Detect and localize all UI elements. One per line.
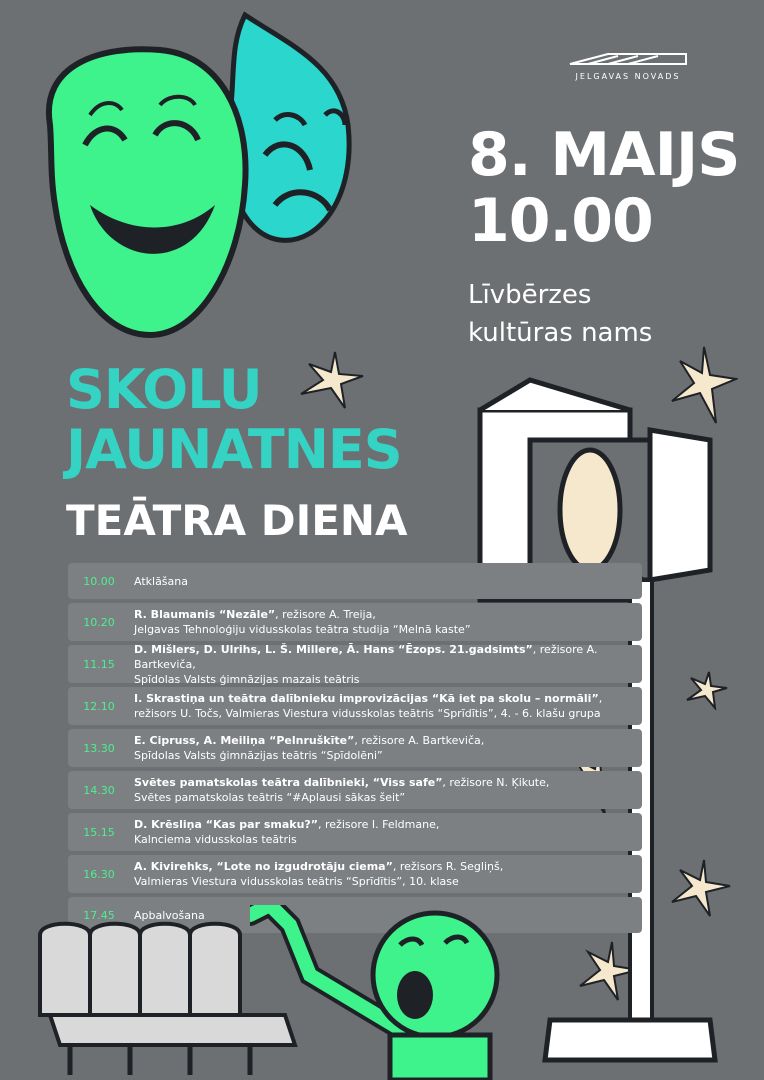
schedule-description bbox=[130, 855, 507, 893]
schedule-description bbox=[130, 687, 606, 725]
schedule-description bbox=[130, 729, 488, 767]
schedule-title: Svētes pamatskolas teātra dalībnieki, “Viss safe” bbox=[134, 776, 443, 789]
schedule-text: , režisore N. Ķikute, bbox=[442, 776, 550, 789]
schedule-text: , režisore I. Feldmane, bbox=[318, 818, 440, 831]
event-date-time bbox=[468, 122, 739, 254]
title-line-1: SKOLU bbox=[66, 358, 262, 421]
title-line-2: JAUNATNES bbox=[66, 418, 402, 481]
schedule-time: 14.30 bbox=[83, 783, 115, 797]
schedule-title: I. Skrastiņa un teātra dalībnieku improvizācijas “Kā iet pa skolu – normāli” bbox=[134, 692, 599, 705]
schedule-time: 17.45 bbox=[83, 908, 115, 922]
program-schedule bbox=[68, 563, 642, 937]
schedule-time: 12.10 bbox=[83, 699, 115, 713]
schedule-row bbox=[68, 563, 642, 599]
logo-roof-icon bbox=[568, 50, 688, 66]
schedule-time: 13.30 bbox=[83, 741, 115, 755]
event-date: 8. MAIJS bbox=[468, 120, 740, 190]
schedule-row bbox=[68, 813, 642, 851]
schedule-line-2: Kalnciema vidusskolas teātris bbox=[134, 833, 297, 846]
schedule-text: Atklāšana bbox=[134, 574, 188, 588]
schedule-text: , režisore A. Bartkeviča, bbox=[134, 642, 598, 671]
schedule-text: , režisore A. Treija, bbox=[275, 608, 376, 621]
schedule-row bbox=[68, 642, 642, 686]
schedule-row bbox=[68, 603, 642, 641]
event-time: 10.00 bbox=[468, 186, 653, 256]
schedule-line-2: Spīdolas Valsts ģimnāzijas teātris “Spīdolēni” bbox=[134, 749, 383, 762]
venue-line-2: kultūras nams bbox=[468, 318, 653, 348]
schedule-time: 16.30 bbox=[83, 867, 115, 881]
schedule-line-2: režisors U. Točs, Valmieras Viestura vidusskolas teātris “Sprīdītis”, 4. - 6. klašu grupa bbox=[134, 707, 601, 720]
schedule-line-2: Spīdolas Valsts ģimnāzijas mazais teātris bbox=[134, 672, 360, 686]
schedule-text: , režisors R. Segliņš, bbox=[392, 860, 504, 873]
schedule-line-2: Svētes pamatskolas teātris “#Aplausi sākas šeit” bbox=[134, 791, 406, 804]
schedule-title: D. Krēsliņa “Kas par smaku?” bbox=[134, 818, 319, 831]
schedule-text: , bbox=[598, 692, 603, 705]
star-icon bbox=[295, 350, 365, 410]
happy-mask-icon bbox=[49, 49, 246, 335]
schedule-title: R. Blaumanis “Nezāle” bbox=[134, 608, 276, 621]
poster-title-sub: TEĀTRA DIENA bbox=[66, 496, 408, 545]
event-venue bbox=[468, 276, 652, 352]
schedule-description bbox=[130, 771, 553, 809]
schedule-time: 10.20 bbox=[83, 615, 115, 629]
jelgavas-novads-logo bbox=[568, 50, 688, 81]
schedule-description bbox=[130, 570, 192, 593]
schedule-text: Apbalvošana bbox=[134, 908, 205, 922]
schedule-description bbox=[130, 813, 443, 851]
schedule-time: 10.00 bbox=[83, 574, 115, 588]
schedule-line-2: Jelgavas Tehnoloģiju vidusskolas teātra studija “Melnā kaste” bbox=[134, 623, 471, 636]
venue-line-1: Līvbērzes bbox=[468, 280, 592, 310]
schedule-title: E. Cipruss, A. Meiliņa “Pelnruškīte” bbox=[134, 734, 355, 747]
schedule-time: 15.15 bbox=[83, 825, 115, 839]
schedule-row bbox=[68, 729, 642, 767]
schedule-description bbox=[130, 638, 642, 691]
schedule-description bbox=[130, 603, 475, 641]
schedule-row bbox=[68, 687, 642, 725]
schedule-row bbox=[68, 855, 642, 893]
schedule-line-2: Valmieras Viestura vidusskolas teātris “Sprīdītis”, 10. klase bbox=[134, 875, 459, 888]
schedule-time: 11.15 bbox=[83, 657, 115, 671]
schedule-title: D. Mišlers, D. Ulrihs, L. Š. Millere, Ā. Hans “Ēzops. 21.gadsimts” bbox=[134, 642, 533, 656]
logo-text: JELGAVAS NOVADS bbox=[575, 72, 681, 81]
schedule-title: A. Kivirehks, “Lote no izgudrotāju ciema” bbox=[134, 860, 393, 873]
singing-figure-icon bbox=[250, 905, 510, 1080]
schedule-text: , režisore A. Bartkeviča, bbox=[354, 734, 485, 747]
theatre-masks-illustration bbox=[30, 5, 360, 355]
schedule-row bbox=[68, 771, 642, 809]
